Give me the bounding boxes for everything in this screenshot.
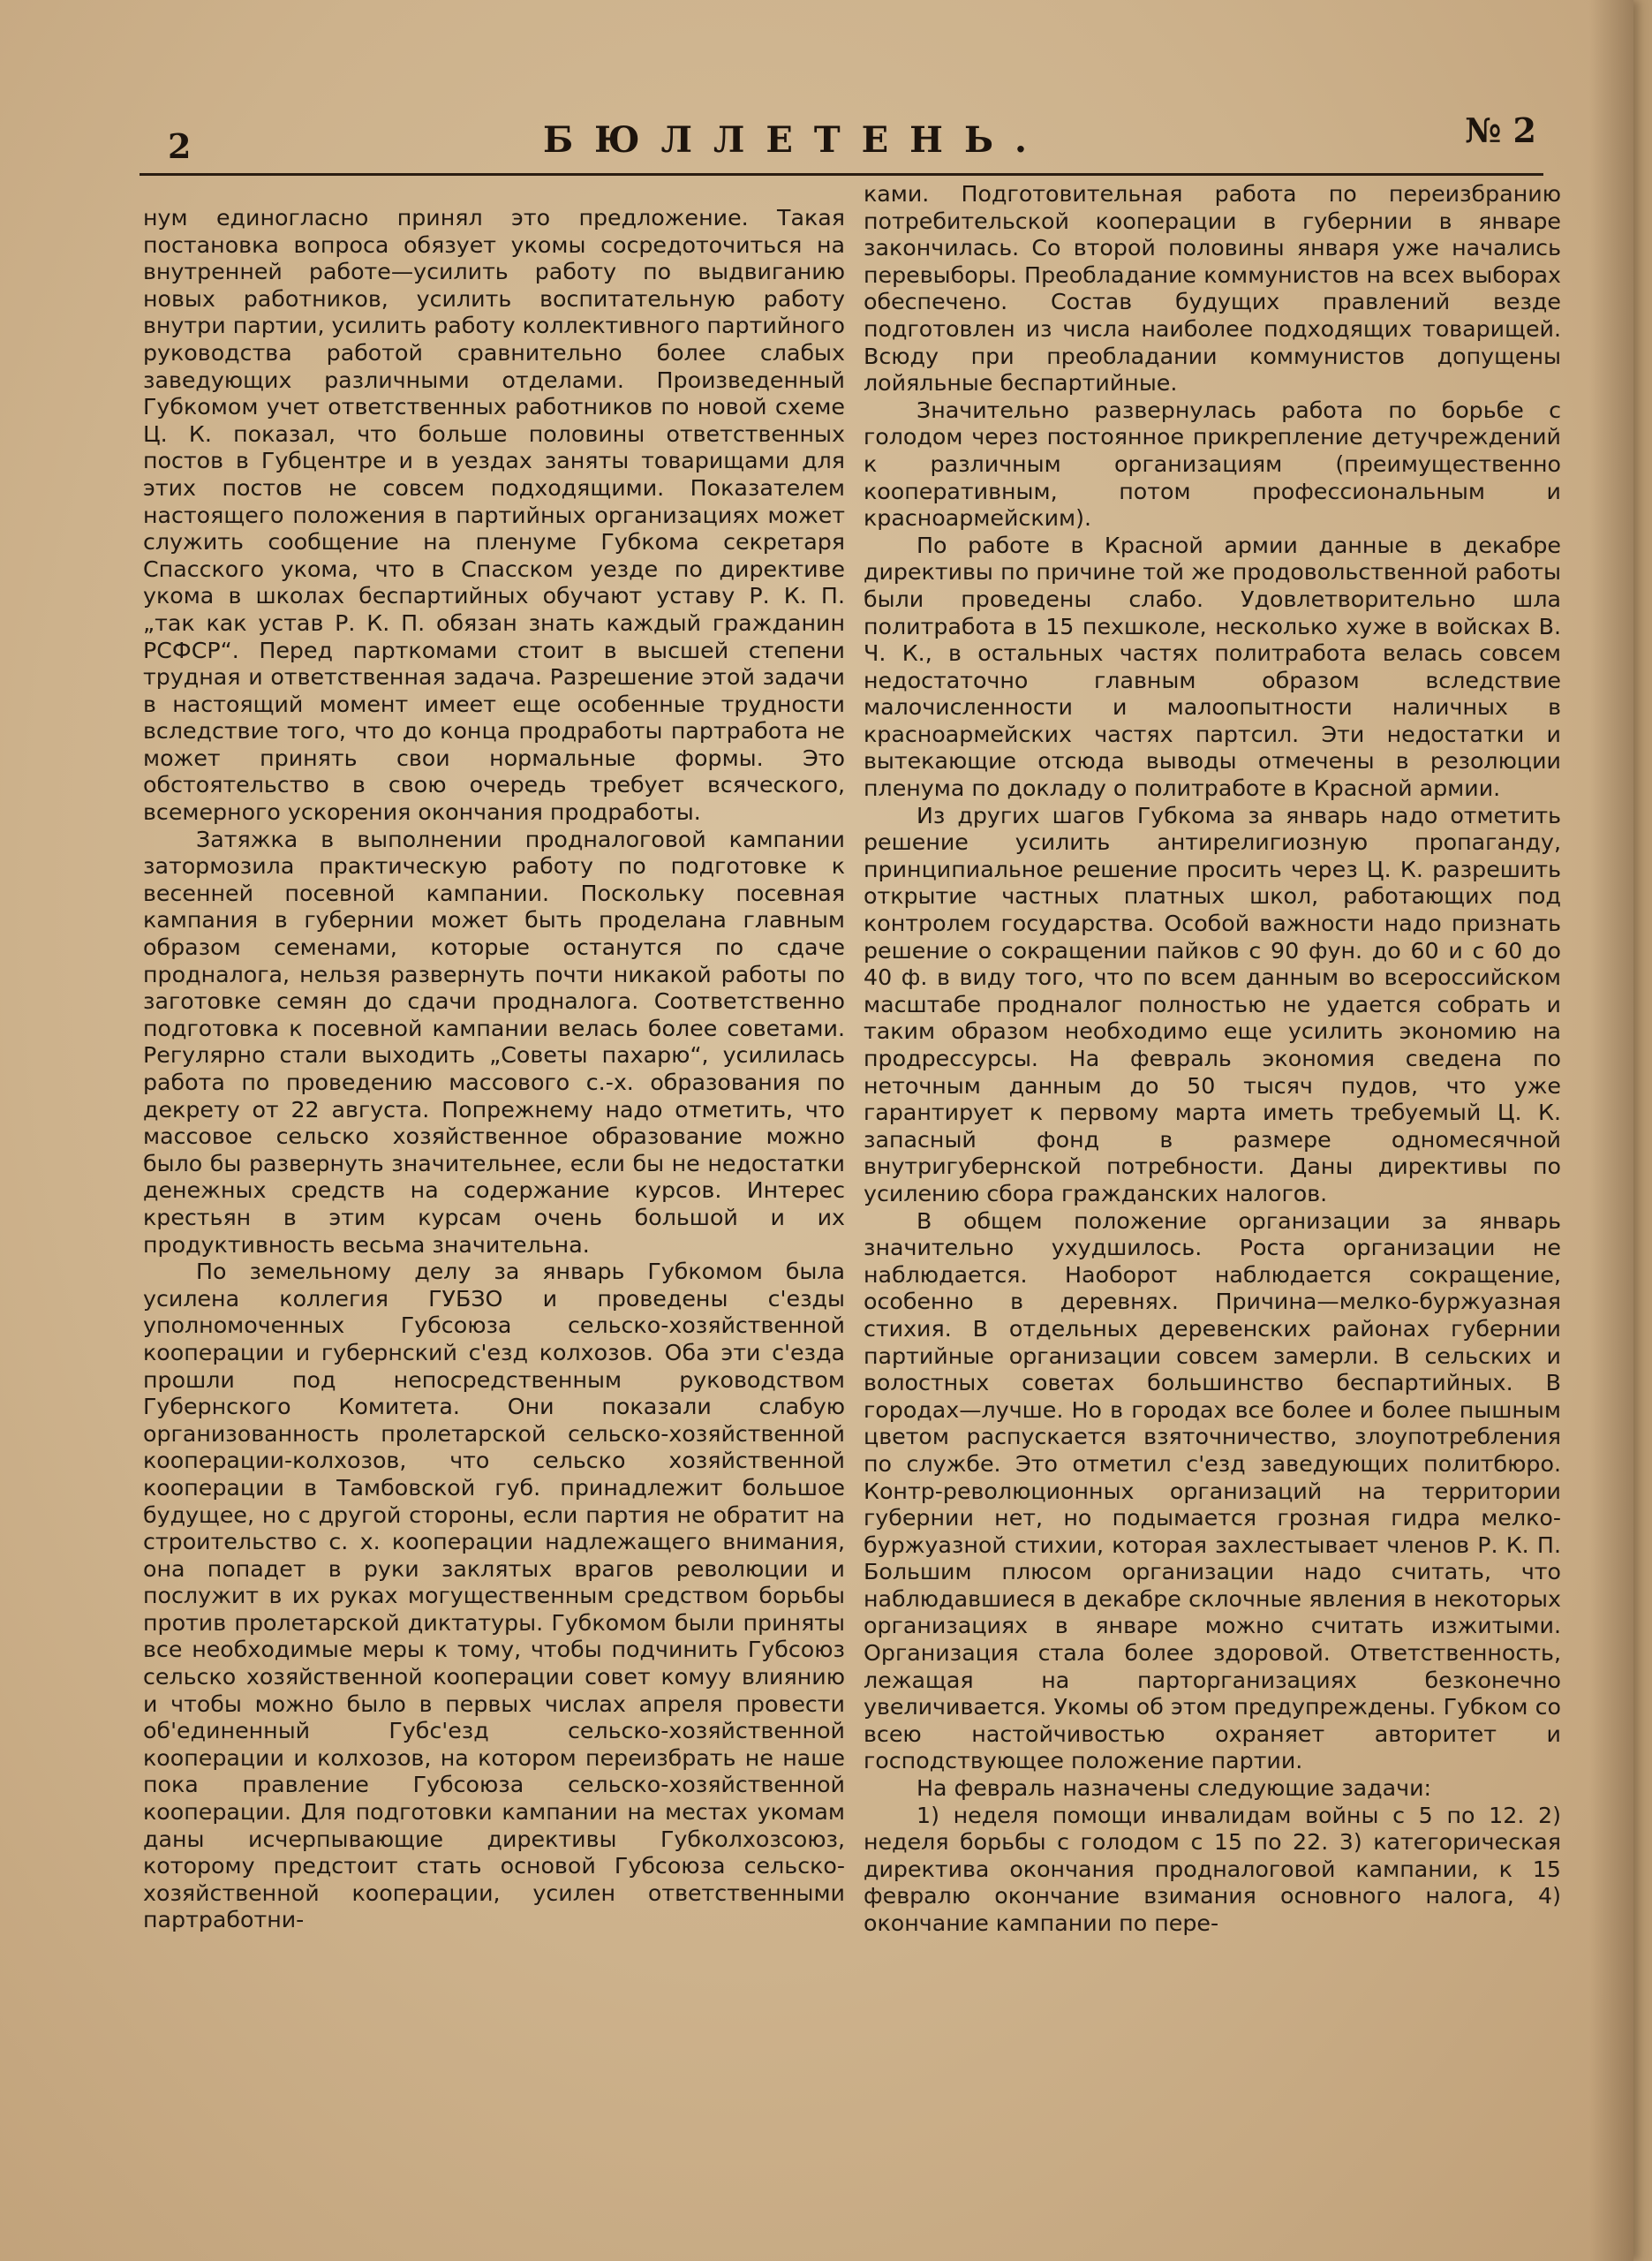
paragraph: Значительно развернулась работа по борьбе с голодом через постоянное прикрепление детучреждений к различным организациям (преимущественно кооперативным, потом профессиональным и красноармейским). — [864, 397, 1561, 532]
paragraph: На февраль назначены следующие задачи: — [917, 1775, 1432, 1802]
right-column — [864, 181, 1561, 2226]
bulletin-title: БЮЛЛЕТЕНЬ. — [543, 119, 1048, 161]
paragraph: нум единогласно принял это предложение. Такая постановка вопроса обязует укомы сосредоточиться на внутренней работе—усилить работу по выдвиганию новых работников, усилить воспитательную работу внутри партии, усилить работу коллективного партийного руководства работой сравнительно более слабых заведующих различными отделами. Произведенный Губкомом учет ответственных работников по новой схеме Ц. К. показал, что больше половины ответственных постов в Губцентре и в уездах заняты товарищами для этих постов не совсем подходящими. Показателем настоящего положения в партийных организациях может служить сообщение на пленуме Губкома секретаря Спасского укома, что в Спасском уезде по директиве укома в школах беспартийных обучают уставу Р. К. П. „так как устав Р. К. П. обязан знать каждый гражданин РСФСР“. Перед парткомами стоит в высшей степени трудная и ответственная задача. Разрешение этой задачи в настоящий момент имеет еще особенные трудности вследствие того, что до конца продработы партработа не может принять свои нормальные формы. Это обстоятельство в свою очередь требует всяческого, всемерного ускорения окончания продработы. — [143, 205, 845, 826]
page-header — [132, 110, 1536, 172]
paragraph: 1) неделя помощи инвалидам войны с 5 по 12. 2) неделя борьбы с голодом с 15 по 22. 3) категорическая директива окончания продналоговой кампании, к 15 февралю окончание взимания основного налога, 4) окончание кампании по пере- — [864, 1802, 1561, 1936]
paragraph: По земельному делу за январь Губкомом была усилена коллегия ГУБЗО и проведены с'езды уполномоченных Губсоюза сельско-хозяйственной кооперации и губернский с'езд колхозов. Оба эти с'езда прошли под непосредственным руководством Губернского Комитета. Они показали слабую организованность пролетарской сельско-хозяйственной кооперации-колхозов, что сельско хозяйственной кооперации в Тамбовской губ. принадлежит большое будущее, но с другой стороны, если партия не обратит на строительство с. х. кооперации надлежащего внимания, она попадет в руки заклятых врагов революции и послужит в их руках могущественным средством борьбы против пролетарской диктатуры. Губкомом были приняты все необходимые меры к тому, чтобы подчинить Губсоюз сельско хозяйственной кооперации совет комуу влиянию и чтобы можно было в первых числах апреля провести об'единенный Губс'езд сельско-хозяйственной кооперации и колхозов, на котором переизбрать не наше пока правление Губсоюза сельско-хозяйственной кооперации. Для подготовки кампании на местах укомам даны исчерпывающие директивы Губколхозсоюз, которому предстоит стать основой Губсоюза сельско-хозяйственной кооперации, усилен ответственными партработни- — [143, 1259, 845, 1933]
left-column — [143, 205, 845, 2250]
issue-number: № 2 — [1465, 110, 1536, 150]
paragraph: Из других шагов Губкома за январь надо отметить решение усилить антирелигиозную пропаганду, принципиальное решение просить через Ц. К. разрешить открытие частных платных школ, работающих под контролем государства. Особой важности надо признать решение о сокращении пайков с 90 фун. до 60 и с 60 до 40 ф. в виду того, что по всем данным во всероссийском масштабе продналог полностью не удается собрать и таким образом необходимо еще усилить экономию на продрессурсы. На февраль экономия сведена по неточным данным до 50 тысяч пудов, что уже гарантирует к первому марта иметь требуемый Ц. К. запасный фонд в размере одномесячной внутригубернской потребности. Даны директивы по усилению сбора гражданских налогов. — [864, 802, 1561, 1206]
paragraph: По работе в Красной армии данные в декабре директивы по причине той же продовольственной работы были проведены слабо. Удовлетворительно шла политработа в 15 пехшколе, несколько хуже в войсках В. Ч. К., в остальных частях политработа велась совсем недостаточно главным образом вследствие малочисленности и малоопытности наличных в красноармейских частях партсил. Эти недостатки и вытекающие отсюда выводы отмечены в резолюции пленума по докладу о политработе в Красной армии. — [864, 532, 1561, 802]
header-rule — [140, 173, 1543, 176]
paragraph: В общем положение организации за январь значительно ухудшилось. Роста организации не наблюдается. Наоборот наблюдается сокращение, особенно в деревнях. Причина—мелко-буржуазная стихия. В отдельных деревенских районах губернии партийные организации совсем замерли. В сельских и волостных советах большинство беспартийных. В городах—лучше. Но в городах все более и более пышным цветом распускается взяточничество, злоупотребления по службе. Это отметил с'езд заведующих политбюро. Контр-революционных организаций на территории губернии нет, но подымается грозная гидра мелко-буржуазной стихии, которая захлестывает членов Р. К. П. Большим плюсом организации надо считать, что наблюдавшиеся в декабре склочные явления в некоторых организациях в январе можно считать изжитыми. Организация стала более здоровой. Ответственность, лежащая на парторганизациях безконечно увеличивается. Укомы об этом предупреждены. Губком со всею настойчивостью охраняет авторитет и господствующее положение партии. — [864, 1207, 1561, 1774]
paragraph: Затяжка в выполнении продналоговой кампании затормозила практическую работу по подготовке к весенней посевной кампании. Поскольку посевная кампания в губернии может быть проделана главным образом семенами, которые останутся по сдаче продналога, нельзя развернуть почти никакой работы по заготовке семян до сдачи продналога. Соответственно подготовка к посевной кампании велась более советами. Регулярно стали выходить „Советы пахарю“, усилилась работа по проведению массового с.-х. образования по декрету от 22 августа. Попрежнему надо отметить, что массовое сельско хозяйственное образование можно было бы развернуть значительнее, если бы не недостатки денежных средств на содержание курсов. Интерес крестьян в этим курсам очень большой и их продуктивность весьма значительна. — [143, 826, 845, 1258]
paragraph: ками. Подготовительная работа по переизбранию потребительской кооперации в губернии в январе закончилась. Со второй половины января уже начались перевыборы. Преобладание коммунистов на всех выборах обеспечено. Состав будущих правлений везде подготовлен из числа наиболее подходящих товарищей. Всюду при преобладании коммунистов допущены лойяльные беспартийные. — [864, 181, 1561, 397]
page-number: 2 — [168, 126, 192, 166]
